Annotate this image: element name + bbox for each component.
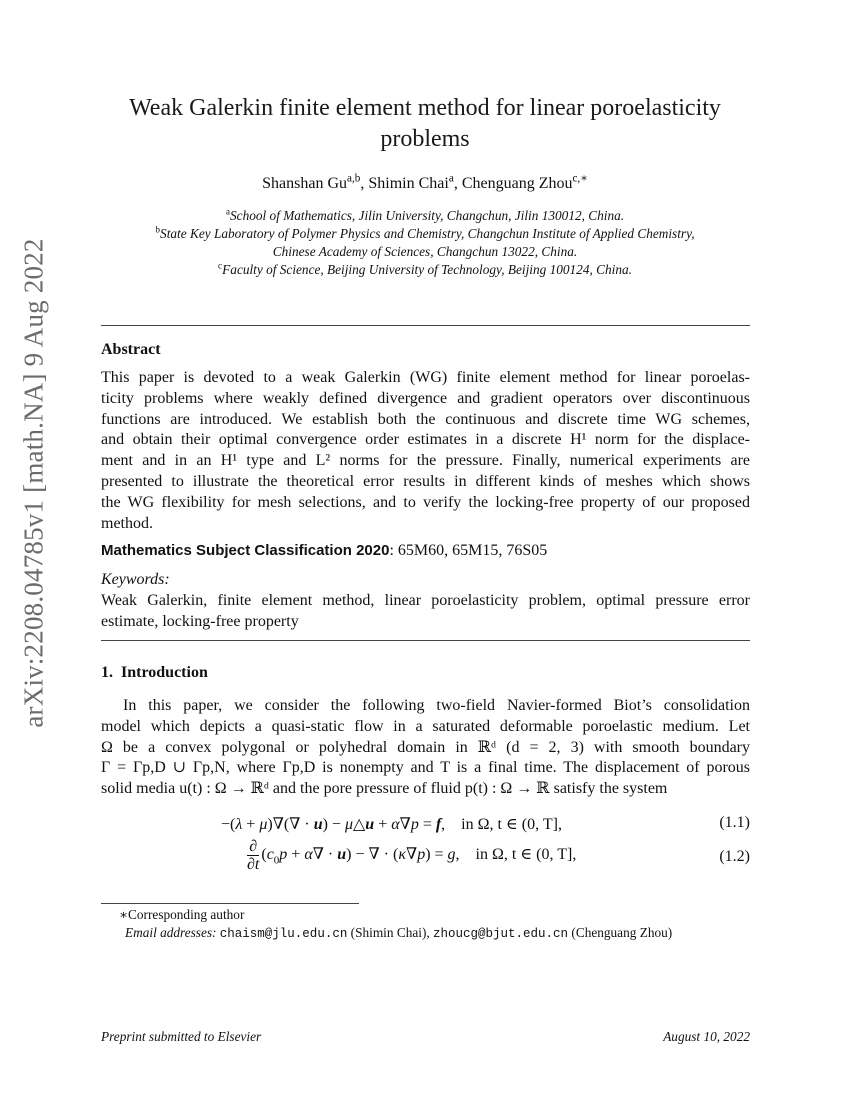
abstract-line: ment and in an H¹ type and L² norms for the pressure. Finally, numerical experiments are	[101, 452, 750, 470]
paper-title	[110, 93, 740, 155]
email-owner: (Shimin Chai),	[350, 925, 430, 940]
section-title: Introduction	[121, 664, 208, 681]
abstract-line: ticity problems where weakly defined divergence and gradient operators over discontinuous	[101, 389, 750, 407]
intro-body	[101, 696, 750, 800]
footnote-corresponding: ∗Corresponding author	[119, 907, 245, 922]
divider	[101, 640, 750, 641]
affiliation-text: State Key Laboratory of Polymer Physics and Chemistry, Changchun Institute of Applied Chemistry,	[160, 226, 695, 241]
email-owner: (Chenguang Zhou)	[571, 925, 673, 940]
footer-date: August 10, 2022	[663, 1029, 750, 1044]
abstract-line: presented to illustrate the theoretical error results in different kinds of meshes which shows	[101, 472, 750, 490]
equation-body: −(λ + μ)∇(∇ · u) − μ△u + α∇p = f, in Ω, t ∈ (0, T],	[221, 816, 562, 833]
abstract-line: and obtain their optimal convergence order estimates in a discrete H¹ norm for the displace-	[101, 431, 750, 449]
msc-line	[101, 542, 547, 560]
equation-1-2	[101, 838, 750, 876]
section-number: 1.	[101, 664, 113, 681]
keywords-body	[101, 591, 750, 633]
keywords-label: Keywords:	[101, 571, 170, 588]
equation-label: (1.1)	[719, 814, 750, 831]
equation-body: $\frac{\partial}{\partial t}$ $(c_0p + \alpha\nabla \cdot u)$ − ∇ · (κ∇p) = g, in Ω, t ∈ (0, T],	[247, 838, 577, 873]
affiliation-mark: c	[218, 261, 223, 272]
author-marks: a	[448, 172, 454, 185]
author-marks: a,b	[347, 172, 361, 185]
intro-line: In this paper, we consider the following two-field Navier-formed Biot’s consolidation	[123, 697, 750, 714]
affiliation-mark: b	[155, 225, 161, 236]
intro-line: model which depicts a quasi-static flow in a saturated deformable poroelastic medium. Let	[101, 717, 750, 735]
author-name: Chenguang Zhou	[461, 175, 573, 192]
intro-line: solid media u(t) : Ω → ℝᵈ and the pore pressure of fluid p(t) : Ω → ℝ satisfy the system	[101, 780, 668, 798]
footnote-emails	[125, 925, 672, 941]
affiliation-mark: a	[225, 207, 231, 218]
affiliation	[100, 225, 750, 243]
author-name: Shimin Chai	[368, 175, 449, 192]
affiliation	[100, 261, 750, 279]
affiliation-text: Faculty of Science, Beijing University of Technology, Beijing 100124, China.	[222, 262, 632, 277]
footnote-rule	[101, 903, 359, 904]
affiliation-text: Chinese Academy of Sciences, Changchun 13022, China.	[272, 244, 578, 259]
affiliation-text: School of Mathematics, Jilin University, Changchun, Jilin 130012, China.	[230, 208, 625, 223]
email-link[interactable]: zhoucg@bjut.edu.cn	[433, 927, 569, 941]
msc-value: : 65M60, 65M15, 76S05	[389, 542, 548, 559]
affiliation	[100, 207, 750, 225]
abstract-line: the WG flexibility for mesh selections, and to verify the locking-free property of our proposed	[101, 493, 750, 511]
keywords-line: estimate, locking-free property	[101, 612, 299, 630]
footer-preprint: Preprint submitted to Elsevier	[101, 1029, 262, 1044]
abstract-heading: Abstract	[101, 341, 161, 358]
arxiv-stamp-text: arXiv:2208.04785v1 [math.NA] 9 Aug 2022	[18, 238, 49, 728]
abstract-line: This paper is devoted to a weak Galerkin (WG) finite element method for linear poroelas-	[101, 369, 750, 386]
equation-condition: in Ω, t ∈ (0, T],	[461, 816, 562, 833]
author-list: Shanshan Gu$^{a,b}$, Shimin Chai$^a$, Chenguang Zhou$^{c,∗}$	[262, 172, 588, 192]
title-line-2: problems	[380, 126, 470, 152]
abstract-line: method.	[101, 514, 153, 532]
email-label: Email addresses:	[125, 925, 217, 940]
arxiv-stamp	[14, 238, 54, 728]
author-marks: c,∗	[572, 172, 588, 185]
section-heading	[101, 664, 208, 682]
partial-fraction: $\frac{\partial}{\partial t}$	[247, 838, 260, 873]
author-name: Shanshan Gu	[262, 175, 348, 192]
equation-condition: in Ω, t ∈ (0, T],	[475, 846, 577, 864]
title-line-1: Weak Galerkin finite element method for linear poroelasticity	[129, 95, 721, 121]
affiliation	[100, 243, 750, 261]
intro-line: Ω be a convex polygonal or polyhedral domain in ℝᵈ (d = 2, 3) with smooth boundary	[101, 738, 750, 756]
abstract-body	[101, 368, 750, 534]
msc-label: Mathematics Subject Classification 2020	[101, 542, 390, 559]
affiliations	[100, 207, 750, 279]
keywords-line: Weak Galerkin, finite element method, linear poroelasticity problem, optimal pressure error	[101, 592, 750, 609]
equation-label: (1.2)	[719, 848, 750, 865]
email-link[interactable]: chaism@jlu.edu.cn	[219, 927, 348, 941]
abstract-line: functions are introduced. We establish both the continuous and discrete time WG schemes,	[101, 410, 750, 428]
intro-line: Γ = Γp,D ∪ Γp,N, where Γp,D is nonempty and T is a final time. The displacement of porous	[101, 759, 750, 777]
divider	[101, 325, 750, 326]
